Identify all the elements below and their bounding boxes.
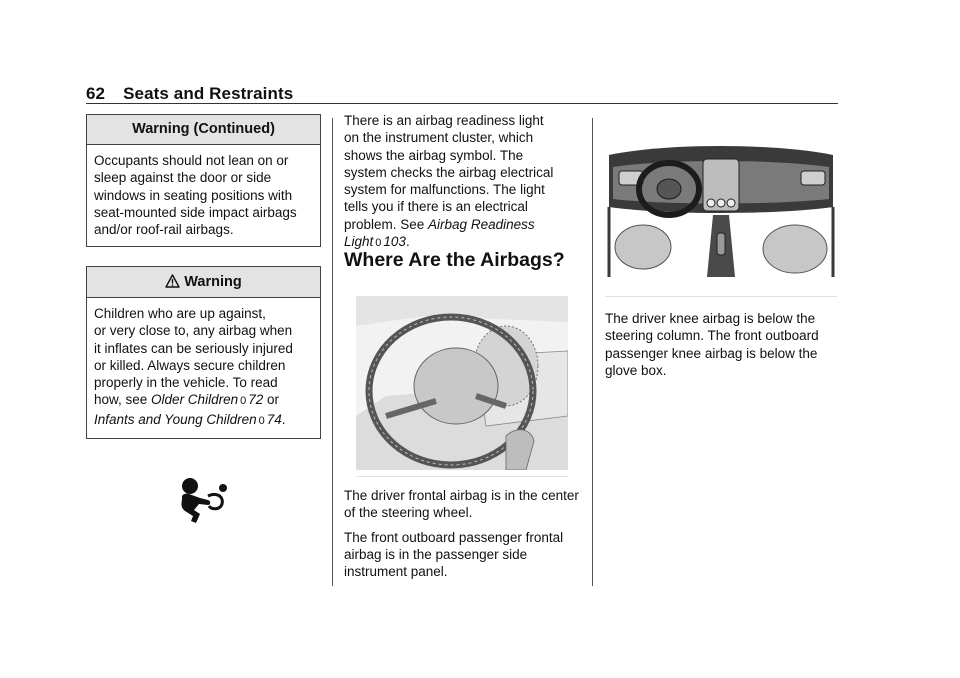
figure-rule	[356, 476, 568, 477]
text-line: tells you if there is an electrical	[344, 199, 528, 215]
airbag-readiness-icon	[178, 476, 232, 526]
warning-text: or	[263, 392, 280, 408]
warning-text: how, see	[94, 392, 152, 408]
arrow-glyph: 0	[375, 237, 382, 250]
page-number: 62	[86, 84, 106, 103]
page-header	[86, 84, 293, 104]
link-older-children-page[interactable]: 72	[248, 392, 264, 408]
section-title: Seats and Restraints	[123, 84, 294, 103]
text-line: shows the airbag symbol. The	[344, 147, 524, 163]
steering-airbag-illustration	[356, 296, 568, 470]
frontal-airbag-text: The driver frontal airbag is in the center of the steering wheel.	[344, 488, 579, 521]
warning-line: Children who are up against,	[94, 306, 266, 321]
knee-airbag-text: The driver knee airbag is below the steering column. The front outboard passenger knee airbag is below the glove box.	[605, 311, 819, 378]
link-airbag-readiness-page[interactable]: 103	[383, 234, 406, 250]
warning-icon	[165, 273, 180, 290]
warning-line: or killed. Always secure children	[94, 357, 286, 373]
warning-line	[94, 391, 314, 410]
section-heading: Where Are the Airbags?	[344, 249, 565, 271]
warning-body	[87, 298, 320, 438]
warning-continued-body: Occupants should not lean on or sleep against the door or side windows in seating positions with seat-mounted side impact airbags and/or roof-rail airbags.	[94, 153, 297, 238]
right-text	[605, 310, 841, 386]
link-airbag-readiness-light[interactable]: Airbag Readiness	[428, 216, 535, 232]
link-older-children[interactable]: Older Children	[151, 392, 239, 408]
warning-title: Warning	[184, 274, 242, 290]
knee-airbag-illustration	[605, 137, 837, 277]
middle-bottom-text	[344, 487, 580, 587]
passenger-airbag-text: The front outboard passenger frontal airbag is in the passenger side instrument panel.	[344, 529, 564, 580]
warning-text: .	[281, 411, 286, 427]
link-infants-children[interactable]: Infants and Young Children	[94, 411, 257, 427]
warning-line: or very close to, any airbag when	[94, 323, 293, 339]
text-line: system for malfunctions. The light	[344, 182, 545, 198]
warning-line	[94, 411, 314, 430]
link-airbag-readiness-light-2[interactable]: Light	[344, 234, 374, 250]
arrow-glyph: 0	[258, 414, 265, 427]
text-line	[344, 216, 580, 233]
text-line: There is an airbag readiness light	[344, 113, 544, 128]
link-infants-children-page[interactable]: 74	[266, 411, 282, 427]
warning-box	[86, 266, 321, 439]
arrow-glyph: 0	[240, 395, 247, 408]
warning-title-bar	[87, 267, 320, 298]
warning-line: it inflates can be seriously injured	[94, 340, 293, 356]
header-rule	[86, 103, 838, 104]
text: problem. See	[344, 216, 429, 232]
column-divider-right	[592, 118, 593, 586]
text: .	[405, 234, 410, 250]
text-line: on the instrument cluster, which	[344, 130, 534, 146]
text-line: system checks the airbag electrical	[344, 164, 554, 180]
warning-line: properly in the vehicle. To read	[94, 375, 278, 391]
column-divider-left	[332, 118, 333, 586]
readiness-paragraph	[344, 112, 580, 252]
figure-rule-right	[605, 296, 837, 297]
warning-continued-title: Warning (Continued)	[87, 115, 320, 145]
warning-continued-box	[86, 114, 321, 247]
